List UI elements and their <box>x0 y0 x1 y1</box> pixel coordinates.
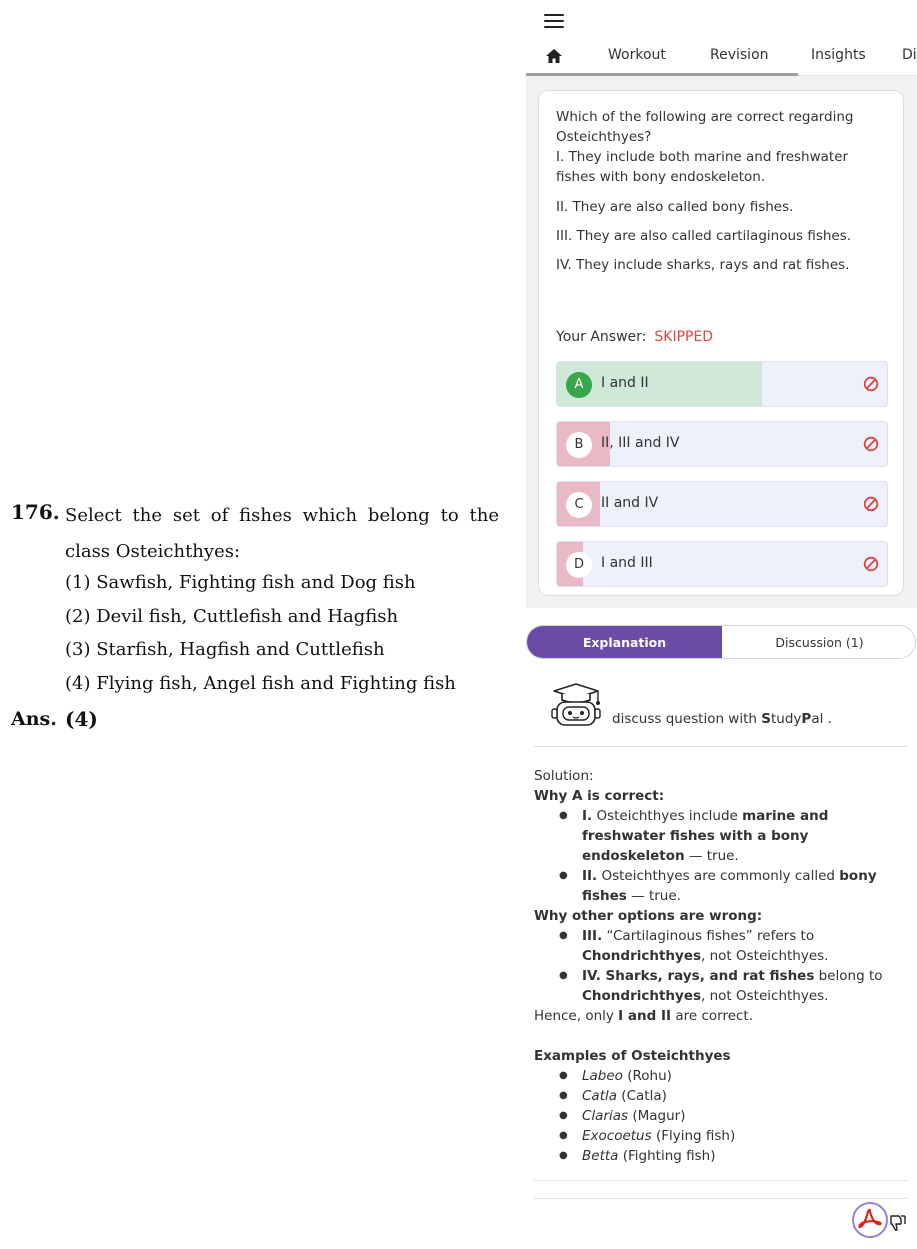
studypal-link[interactable] <box>612 711 832 727</box>
point-key: bony fishes <box>582 868 877 904</box>
brand-tudy: tudy <box>770 711 802 727</box>
list-item <box>534 966 908 1006</box>
explanation-tabs <box>526 625 916 659</box>
statement-4: IV. They include sharks, rays and rat fishes. <box>556 257 850 273</box>
genus: Labeo <box>582 1068 623 1084</box>
choice-b-label: II, III and IV <box>601 435 680 451</box>
genus: Exocoetus <box>582 1128 652 1144</box>
your-answer-label: Your Answer: <box>556 329 647 345</box>
divider <box>534 746 908 747</box>
choice-d-letter: D <box>566 552 592 578</box>
solution <box>534 766 908 1166</box>
tab-discussion[interactable]: Di <box>902 47 917 63</box>
choice-b-letter: B <box>566 432 592 458</box>
tab-discussion-count[interactable]: Discussion (1) <box>775 635 864 650</box>
question-panel <box>526 76 917 608</box>
solution-heading: Solution: <box>534 768 594 784</box>
list-item <box>534 1126 908 1146</box>
point-lead: I. <box>582 808 593 824</box>
list-item <box>534 806 908 866</box>
list-item <box>534 926 908 966</box>
point-lead: III. <box>582 928 603 944</box>
home-icon[interactable] <box>545 48 563 64</box>
common-name: (Fighting fish) <box>618 1148 716 1164</box>
list-item <box>534 1106 908 1126</box>
choice-a-label: I and II <box>601 375 649 391</box>
ban-icon <box>863 376 879 392</box>
point-key: marine and freshwater fishes with a bony endoskeleton <box>582 808 829 864</box>
choice-c-label: II and IV <box>601 495 659 511</box>
tab-revision[interactable]: Revision <box>710 47 769 63</box>
why-wrong-heading: Why other options are wrong: <box>534 908 763 924</box>
thumbs-down-icon[interactable] <box>888 1213 908 1233</box>
brand-s: S <box>761 711 771 727</box>
nav-tabs <box>526 40 917 76</box>
common-name: (Catla) <box>617 1088 667 1104</box>
your-answer <box>556 329 713 345</box>
question-number: 176. <box>11 500 60 524</box>
ban-icon <box>863 496 879 512</box>
examples-heading: Examples of Osteichthyes <box>534 1048 731 1064</box>
question-card <box>538 90 904 596</box>
conclusion <box>534 1006 908 1026</box>
list-item <box>534 1146 908 1166</box>
point-text: “Cartilaginous fishes” refers to <box>602 928 815 944</box>
point-key: Chondrichthyes <box>582 988 702 1004</box>
statement-2: II. They are also called bony fishes. <box>556 199 794 215</box>
option-3: (3) Starfish, Hagfish and Cuttlefish <box>65 639 385 660</box>
point-text: belong to <box>814 968 883 984</box>
tab-explanation[interactable]: Explanation <box>527 626 722 659</box>
brand-p: P <box>801 711 812 727</box>
conclusion-suffix: are correct. <box>671 1008 754 1024</box>
statement-1: I. They include both marine and freshwater fishes with bony endoskeleton. <box>556 149 849 185</box>
option-4: (4) Flying fish, Angel fish and Fighting fish <box>65 673 456 694</box>
choice-c-letter: C <box>566 492 592 518</box>
studypal-prefix: discuss question with <box>612 711 757 727</box>
list-item <box>534 1086 908 1106</box>
common-name: (Rohu) <box>622 1068 672 1084</box>
choice-d-label: I and III <box>601 555 653 571</box>
common-name: (Magur) <box>628 1108 686 1124</box>
question-stem: Which of the following are correct regarding Osteichthyes? <box>556 109 854 145</box>
robot-graduate-icon[interactable] <box>548 683 604 727</box>
answer-value: (4) <box>65 707 98 731</box>
genus: Clarias <box>582 1108 629 1124</box>
point-tail: , not Osteichthyes. <box>701 988 829 1004</box>
point-lead: II. <box>582 868 598 884</box>
tab-insights[interactable]: Insights <box>811 47 866 63</box>
ban-icon <box>863 436 879 452</box>
choice-c[interactable] <box>556 481 888 527</box>
point-tail: , not Osteichthyes. <box>701 948 829 964</box>
ban-icon <box>863 556 879 572</box>
hamburger-icon[interactable] <box>544 14 564 30</box>
point-tail: — true. <box>684 848 739 864</box>
app-pane <box>526 0 917 1249</box>
genus: Catla <box>582 1088 618 1104</box>
conclusion-answer: I and II <box>618 1008 672 1024</box>
divider <box>534 1198 908 1199</box>
answer-label: Ans. <box>11 708 57 730</box>
point-text: Osteichthyes include <box>592 808 743 824</box>
common-name: (Flying fish) <box>651 1128 736 1144</box>
your-answer-status: SKIPPED <box>654 329 714 345</box>
choice-a[interactable] <box>556 361 888 407</box>
point-lead: IV. Sharks, rays, and rat fishes <box>582 968 815 984</box>
brand-al: al . <box>811 711 832 727</box>
pdf-icon <box>854 1204 886 1236</box>
option-2: (2) Devil fish, Cuttlefish and Hagfish <box>65 606 399 627</box>
genus: Betta <box>582 1148 619 1164</box>
question-text: Select the set of fishes which belong to the class Osteichthyes: <box>65 505 499 562</box>
choice-a-letter: A <box>566 372 592 398</box>
point-key: Chondrichthyes <box>582 948 702 964</box>
statement-3: III. They are also called cartilaginous fishes. <box>556 228 852 244</box>
choice-d[interactable] <box>556 541 888 587</box>
tab-workout[interactable]: Workout <box>608 47 666 63</box>
pdf-button[interactable] <box>852 1202 888 1238</box>
point-text: Osteichthyes are commonly called <box>597 868 840 884</box>
divider <box>534 1180 908 1181</box>
why-correct-heading: Why A is correct: <box>534 788 665 804</box>
list-item <box>534 866 908 906</box>
list-item <box>534 1066 908 1086</box>
option-1: (1) Sawfish, Fighting fish and Dog fish <box>65 572 416 593</box>
conclusion-prefix: Hence, only <box>534 1008 619 1024</box>
point-tail: — true. <box>626 888 681 904</box>
choice-b[interactable] <box>556 421 888 467</box>
